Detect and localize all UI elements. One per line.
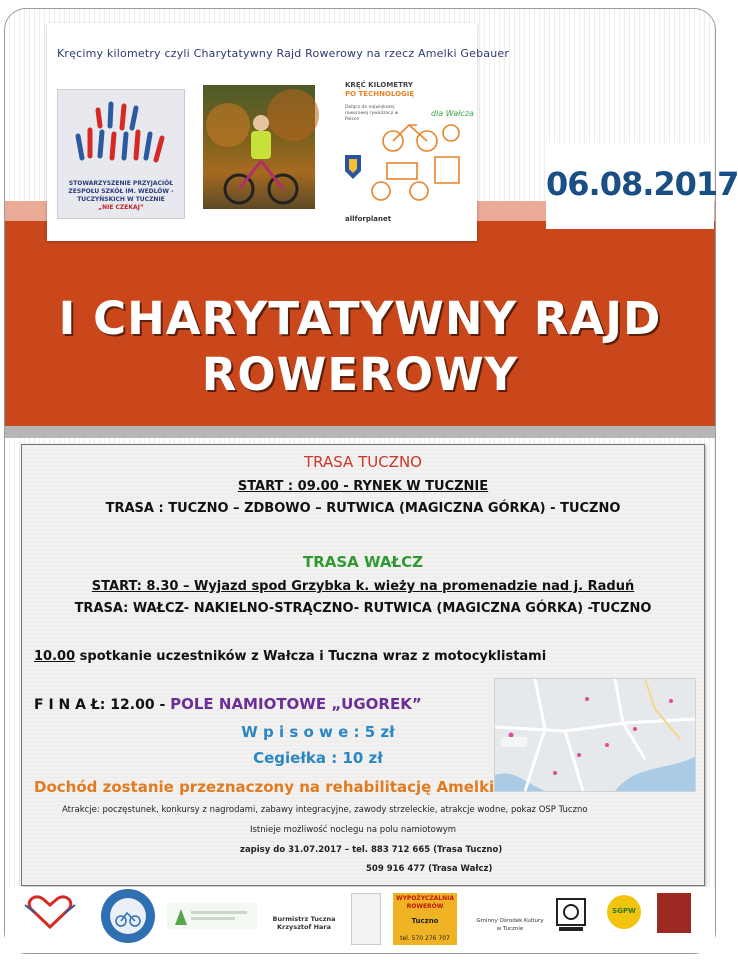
sponsor-foundation-logo (21, 891, 79, 941)
logo-line2: PO TECHNOLOGIĘ (345, 90, 415, 98)
tuczno-start: START : 09.00 - RYNEK W TUCZNIE (237, 479, 489, 494)
girl-on-tricycle-photo (203, 85, 315, 209)
cycling-club-logo (99, 887, 157, 945)
tricycle-photo-icon (203, 85, 315, 209)
meeting-text: spotkanie uczestników z Wałcza i Tuczna wraz z motocyklistami (75, 649, 547, 664)
heart-wings-icon (21, 891, 79, 931)
culture-center-label: Gminny Ośrodek Kultury w Tucznie (476, 918, 544, 932)
header-collage (47, 23, 510, 241)
event-title (5, 291, 715, 403)
details-panel (21, 444, 705, 886)
logo-sponsor: allforplanet (345, 215, 392, 223)
walcz-heading: TRASA WAŁCZ (302, 553, 424, 571)
krec-kilometry-logo (331, 79, 475, 231)
tuczno-heading: TRASA TUCZNO (304, 453, 422, 471)
logo-line1: KRĘĆ KILOMETRY (345, 81, 413, 89)
header-caption: Kręcimy kilometry czyli Charytatywny Rajd Rowerowy na rzecz Amelki Gebauer (57, 47, 510, 60)
final-place: POLE NAMIOTOWE „UGOREK” (170, 695, 422, 713)
attractions-text: Atrakcje: poczęstunek, konkursy z nagrodami, zabawy integracyjne, zawody strzeleckie, atrakcje wodne, pokaz OSP Tuczno (62, 805, 588, 815)
hands-icon (66, 96, 176, 178)
fire-brigade-logo (657, 893, 691, 933)
bicycle-drawing-icon (331, 93, 475, 213)
tree-icon (167, 901, 257, 931)
logo-city: dla Wałcza (431, 109, 474, 118)
signup-line1: zapisy do 31.07.2017 – tel. 883 712 665 (Trasa Tuczno) (240, 845, 503, 855)
meeting-info (34, 649, 546, 664)
camping-text: Istnieje możliwość noclegu na polu namiotowym (250, 825, 457, 835)
hands-logo-image (57, 89, 185, 219)
walcz-start: START: 8.30 – Wyjazd spod Grzybka k. wieży na promenadzie nad j. Raduń (91, 579, 635, 594)
forest-association-logo (167, 901, 257, 931)
signup-line2: 509 916 477 (Trasa Wałcz) (366, 864, 493, 874)
location-map (494, 678, 696, 792)
title-line1: I CHARYTATYWNY RAJD (58, 292, 662, 345)
income-note: Dochód zostanie przeznaczony na rehabilitację Amelki (34, 778, 495, 796)
hands-org-text: STOWARZYSZENIE PRZYJACIÓŁ ZESPOŁU SZKÓŁ IM. WEDLÓW - TUCZYŃSKICH W TUCZNIE „NIE CZEKAJ” (68, 180, 174, 211)
meeting-time: 10.00 (34, 649, 76, 664)
sponsor-document-logo (351, 893, 381, 945)
mayor-label: Burmistrz Tuczna Krzysztof Hara (272, 915, 336, 931)
entry-fee: W p i s o w e : 5 zł (241, 723, 395, 741)
walcz-route: TRASA: WAŁCZ- NAKIELNO-STRĄCZNO- RUTWICA (MAGICZNA GÓRKA) -TUCZNO (74, 601, 652, 616)
date-box (546, 143, 738, 229)
map-icon (495, 679, 695, 791)
event-date: 06.08.2017 (546, 165, 738, 203)
club-badge-icon (99, 887, 157, 945)
title-line2: ROWEROWY (201, 348, 519, 401)
final-label: F I N A Ł: 12.00 - (34, 697, 171, 713)
sponsor-footer (5, 887, 715, 953)
camera-club-logo (553, 895, 589, 935)
camera-icon (553, 895, 589, 935)
final-info (34, 695, 422, 713)
divider-strip (5, 426, 715, 438)
poster-frame (4, 8, 738, 954)
sgpw-logo: SGPW (605, 893, 643, 933)
bike-rental-logo: WYPOŻYCZALNIA ROWERÓW Tuczno tel. 570 276 707 (393, 893, 457, 945)
logo-small-text: Dołącz do największej rowerowej rywalizacji w Polsce (345, 105, 399, 122)
tuczno-route: TRASA : TUCZNO – ZDBOWO – RUTWICA (MAGICZNA GÓRKA) - TUCZNO (105, 501, 621, 516)
brick-fee: Cegiełka : 10 zł (253, 749, 383, 767)
